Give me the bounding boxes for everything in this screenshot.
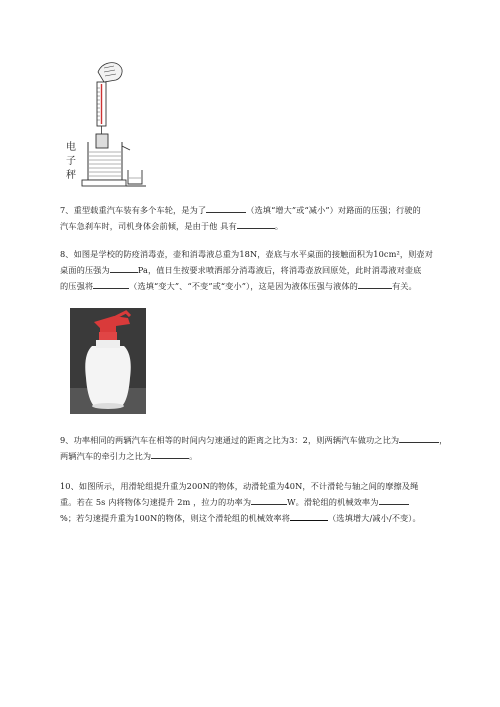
question-7: 7、重型载重汽车装有多个车轮，是为了 （选填“增大”或“减小”）对路面的压强；行驶的 汽车急刹车时，司机身体会前倾，是由于他 具有 。: [60, 202, 460, 234]
answer-blank[interactable]: [151, 448, 189, 459]
scale-base: [82, 180, 126, 186]
scale-label-char-2: 子: [66, 156, 76, 167]
hand-icon: [98, 63, 122, 82]
answer-blank[interactable]: [290, 510, 328, 521]
spray-bottle-image: [70, 308, 146, 414]
answer-blank[interactable]: [251, 494, 287, 505]
answer-blank[interactable]: [206, 202, 246, 213]
spray-bottle-photo: [70, 308, 146, 414]
hanging-block: [96, 134, 108, 148]
answer-blank[interactable]: [379, 494, 409, 505]
answer-blank[interactable]: [110, 262, 138, 273]
question-8: 8、如图是学校的防疫消毒壶，壶和消毒液总重为18N，壶底与水平桌面的接触面积为10cm²，则壶对 桌面的压强为 Pa，值日生按要求喷洒部分消毒液后，将消毒壶放回原处，此时消毒液对壶底 的压强将 （选填“变大”、“不变”或“变小”），这是因为液体压强与液体的 有关。: [60, 249, 433, 291]
scale-label-char-1: 电: [66, 142, 76, 153]
question-9: 9、功率相同的两辆汽车在相等的时间内匀速通过的距离之比为3：2，则两辆汽车做功之比为 ， 两辆汽车的牵引力之比为 。: [60, 432, 460, 464]
answer-blank[interactable]: [237, 218, 275, 229]
small-cup: [128, 170, 142, 184]
answer-blank[interactable]: [93, 278, 129, 289]
answer-blank[interactable]: [399, 432, 439, 443]
scale-label-char-3: 秤: [66, 170, 76, 181]
question-10: 10、如图所示，用滑轮组提升重为200N的物体，动滑轮重为40N，不计滑轮与轴之间的摩擦及绳 重。若在 5s 内将物体匀速提升 2m ，拉力的功率为 W。滑轮组的机械效率为 %；若匀速提升重为100N的物体，则这个滑轮组的机械效率将 （选填增大/减小/不变）。: [60, 481, 421, 523]
answer-blank[interactable]: [358, 278, 392, 289]
electronic-scale-figure: [60, 58, 155, 190]
